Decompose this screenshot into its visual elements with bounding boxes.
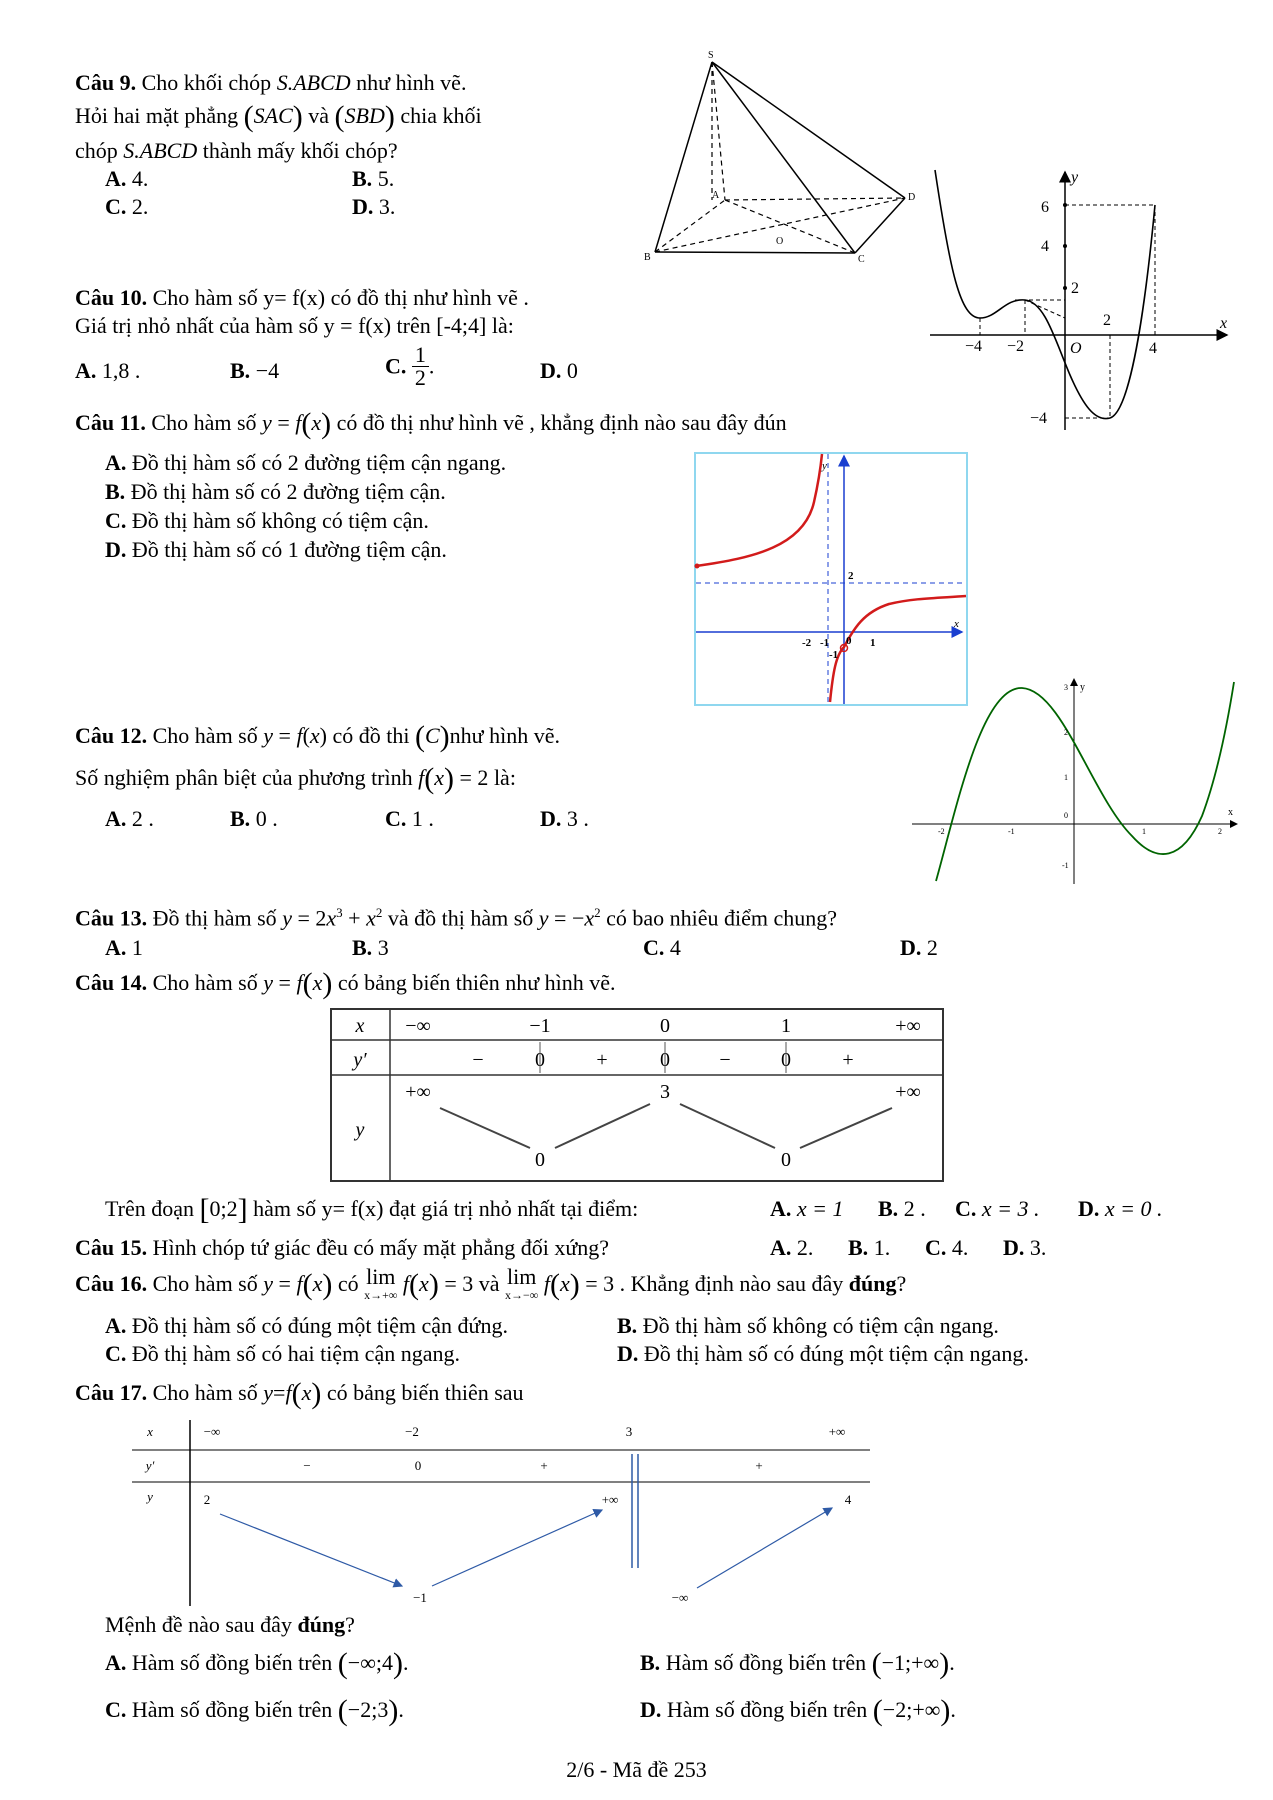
svg-text:0: 0 [781,1049,791,1071]
svg-text:-1: -1 [820,637,830,649]
svg-text:+: + [540,1458,548,1473]
q11-option-b[interactable]: B. Đồ thị hàm số có 2 đường tiệm cận. [105,479,446,504]
svg-text:3: 3 [625,1424,633,1439]
svg-text:6: 6 [1041,199,1049,216]
svg-text:3: 3 [660,1081,670,1103]
q17-option-c[interactable]: C. Hàm số đồng biến trên (−2;3). [105,1694,404,1727]
q11-option-c[interactable]: C. Đồ thị hàm số không có tiệm cận. [105,508,429,533]
svg-text:x: x [355,1015,365,1037]
q11-line1: Câu 11. Cho hàm số y = f(x) có đồ thị như hình vẽ , khẳng định nào sau đây đún [75,407,787,440]
q13-option-b[interactable]: B. 3 [352,935,389,960]
page-footer: 2/6 - Mã đề 253 [566,1757,707,1782]
q10-line2: Giá trị nhỏ nhất của hàm số y = f(x) trên [-4;4] là: [75,313,514,338]
q10-option-d[interactable]: D. 0 [540,358,578,383]
svg-text:+∞: +∞ [828,1424,846,1439]
q17-variation-table [132,1418,872,1608]
q11-option-d[interactable]: D. Đồ thị hàm số có 1 đường tiệm cận. [105,537,447,562]
q13-line1: Câu 13. Đồ thị hàm số $y = 2x^3 + x^2$ và đồ thị hàm số $y = -x^2$ có bao nhiêu điểm chung? [75,905,838,931]
svg-text:y: y [355,1119,365,1141]
q14-line2: Trên đoạn [0;2] hàm số y= f(x) đạt giá trị nhỏ nhất tại điểm: [105,1193,639,1226]
svg-text:0: 0 [660,1049,670,1071]
svg-text:0: 0 [535,1049,545,1071]
q15-option-c[interactable]: C. 4. [925,1235,969,1260]
svg-text:O: O [1070,340,1082,357]
q12-option-b[interactable]: B. 0 . [230,806,278,831]
q15-option-a[interactable]: A. 2. [770,1235,814,1260]
q12-graph [912,676,1240,886]
q14-line1: Câu 14. Cho hàm số y = f(x) có bảng biến thiên như hình vẽ. [75,967,616,1000]
q15-line1: Câu 15. Hình chóp tứ giác đều có mấy mặt phẳng đối xứng? [75,1235,610,1260]
q9-line1: Câu 9. Cho khối chóp S.ABCD như hình vẽ. [75,70,467,95]
svg-text:x: x [1220,315,1228,332]
svg-text:y′: y′ [145,1458,155,1473]
svg-text:1: 1 [781,1015,791,1037]
q17-line1: Câu 17. Cho hàm số y=f(x) có bảng biến thiên sau [75,1377,524,1410]
q17-question: Mệnh đề nào sau đây đúng? [105,1612,355,1637]
svg-text:x: x [954,618,959,630]
svg-text:3: 3 [1064,683,1068,692]
svg-text:2: 2 [203,1492,211,1507]
q15-option-b[interactable]: B. 1. [848,1235,891,1260]
svg-text:x: x [1228,807,1233,818]
q13-option-a[interactable]: A. 1 [105,935,143,960]
svg-text:+∞: +∞ [895,1081,921,1103]
svg-text:1: 1 [1142,827,1146,836]
q11-option-a[interactable]: A. Đồ thị hàm số có 2 đường tiệm cận ngang. [105,450,507,475]
svg-text:−2: −2 [1007,338,1025,355]
q10-option-b[interactable]: B. −4 [230,358,280,383]
svg-text:-2: -2 [938,827,945,836]
svg-text:+: + [596,1049,608,1071]
q15-option-d[interactable]: D. 3. [1003,1235,1047,1260]
label-b: B [644,252,651,263]
svg-text:+∞: +∞ [405,1081,431,1103]
svg-text:2: 2 [1103,312,1111,329]
svg-text:−2: −2 [405,1424,419,1439]
q9-line2: Hỏi hai mặt phẳng (SAC) và (SBD) chia khối [75,100,482,133]
q17-option-d[interactable]: D. Hàm số đồng biến trên (−2;+∞). [640,1694,956,1727]
q14-option-b[interactable]: B. 2 . [878,1196,926,1221]
label-o: O [776,236,784,247]
q9-option-d[interactable]: D. 3. [352,194,396,219]
q16-line1: Câu 16. Cho hàm số y = f(x) có lim x→+∞ f(x) = 3 và lim x→−∞ f(x) = 3 . Khẳng định nào sau đây đúng? [75,1264,907,1302]
q13-option-d[interactable]: D. 2 [900,935,938,960]
svg-text:+: + [842,1049,854,1071]
svg-text:-1: -1 [1008,827,1015,836]
svg-text:+∞: +∞ [601,1492,619,1507]
q12-option-a[interactable]: A. 2 . [105,806,154,831]
svg-text:1: 1 [1064,773,1068,782]
svg-text:−: − [719,1049,731,1071]
q9-option-c[interactable]: C. 2. [105,194,149,219]
q16-option-b[interactable]: B. Đồ thị hàm số không có tiệm cận ngang. [617,1313,999,1338]
svg-text:−4: −4 [1030,410,1048,427]
svg-text:−∞: −∞ [671,1590,689,1605]
q14-option-a[interactable]: A. x = 1 [770,1196,844,1221]
q17-option-b[interactable]: B. Hàm số đồng biến trên (−1;+∞). [640,1647,955,1680]
svg-text:0: 0 [414,1458,422,1473]
svg-text:0: 0 [846,635,852,647]
q10-line1: Câu 10. Cho hàm số y= f(x) có đồ thị như hình vẽ . [75,285,529,310]
svg-text:2: 2 [1071,280,1079,297]
q11-graph [694,452,970,707]
svg-text:-2: -2 [802,637,812,649]
label-s: S [708,50,714,61]
q10-option-a[interactable]: A. 1,8 . [75,358,141,383]
label-d: D [908,192,916,203]
svg-text:2: 2 [1064,728,1068,737]
svg-text:y: y [1071,169,1079,186]
svg-text:y: y [147,1489,153,1504]
svg-text:2: 2 [848,570,854,582]
svg-text:4: 4 [844,1492,852,1507]
svg-text:+∞: +∞ [895,1015,921,1037]
svg-text:y: y [1080,682,1085,693]
svg-text:-1: -1 [829,649,839,661]
q16-option-d[interactable]: D. Đồ thị hàm số có đúng một tiệm cận ngang. [617,1341,1029,1366]
q13-option-c[interactable]: C. 4 [643,935,681,960]
q12-line1: Câu 12. Cho hàm số y = f(x) có đồ thi (C)như hình vẽ. [75,720,560,753]
q14-option-c[interactable]: C. x = 3 . [955,1196,1040,1221]
q9-option-a[interactable]: A. 4. [105,166,149,191]
q16-option-c[interactable]: C. Đồ thị hàm số có hai tiệm cận ngang. [105,1341,460,1366]
q9-line3: chóp S.ABCD thành mấy khối chóp? [75,138,398,163]
svg-text:0: 0 [781,1149,791,1171]
svg-text:1: 1 [870,637,876,649]
svg-text:−∞: −∞ [203,1424,221,1439]
svg-text:−: − [303,1458,311,1473]
q14-option-d[interactable]: D. x = 0 . [1078,1196,1163,1221]
svg-text:−∞: −∞ [405,1015,431,1037]
svg-text:−4: −4 [965,338,983,355]
q17-option-a[interactable]: A. Hàm số đồng biến trên (−∞;4). [105,1647,409,1680]
q12-option-d[interactable]: D. 3 . [540,806,589,831]
q16-option-a[interactable]: A. Đồ thị hàm số có đúng một tiệm cận đứng. [105,1313,508,1338]
svg-text:4: 4 [1041,238,1049,255]
q14-variation-table [330,1008,945,1183]
svg-text:x: x [147,1424,153,1439]
svg-text:0: 0 [535,1149,545,1171]
pyramid-figure [640,48,920,268]
svg-text:0: 0 [1064,811,1068,820]
svg-text:−: − [472,1049,484,1071]
svg-text:0: 0 [660,1015,670,1037]
q9-option-b[interactable]: B. 5. [352,166,395,191]
svg-text:−1: −1 [413,1590,427,1605]
svg-text:2: 2 [1218,827,1222,836]
svg-text:−1: −1 [529,1015,551,1037]
q12-option-c[interactable]: C. 1 . [385,806,434,831]
q12-line2: Số nghiệm phân biệt của phương trình f(x) = 2 là: [75,762,516,795]
label-c: C [858,254,865,265]
label-a: A [712,190,720,201]
svg-text:y′: y′ [353,1049,367,1071]
svg-text:-1: -1 [1062,861,1069,870]
q10-graph [925,160,1235,435]
svg-text:y: y [822,460,827,472]
svg-text:+: + [755,1458,763,1473]
svg-text:4: 4 [1149,340,1157,357]
q10-option-c[interactable]: C. $\frac{1}{2}$ . [385,342,435,390]
